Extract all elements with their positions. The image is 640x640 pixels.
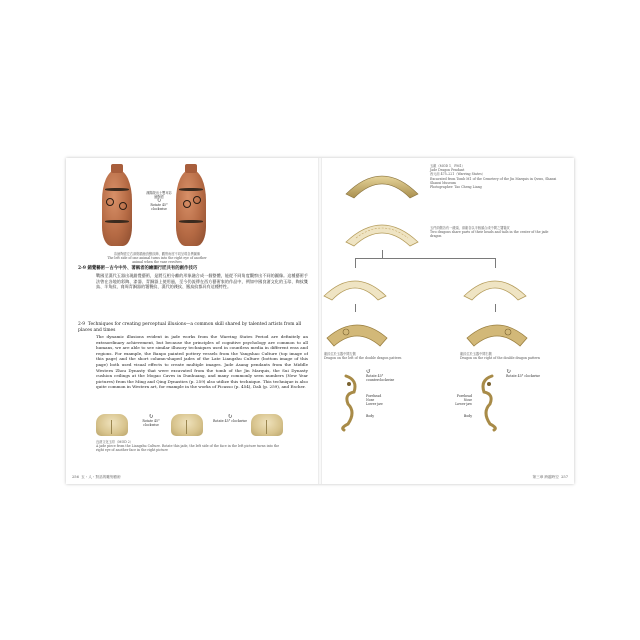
dragon-upright-left — [334, 372, 364, 432]
en-body-text: The dynamic illusions evident in jade works from the Warring States Period are definitely an extraordinary achievement, but because the principles of cognitive psychology are common to all humans, we are able to see similar illusory techniques used in countless media in different eras and regions. For example, the Banpo painted pottery vessels from the Yangshao Culture (top image of this page) and the short column-shaped jades of the Late Liangzhu Culture (bottom image of this page) both used visual effects to create multiple images. Jade Asang pendants from the Middle Western Zhou Dynasty that were excavated from the tomb of the Jin Marquis, the Sui Dynasty cushion ceilings at the Mogao Caves in Dunhuang, and many commonly seen numbers (New Year pictures) from the Ming and Qing Dynasties (p. 259) also utilize this technique. This technique is also quite common in Western art, for example in the works of Picasso (p. 454), Dali (p. 259), and Escher. — [96, 334, 308, 390]
vase-caption: 彩繪陶壺左右兩側描繪鳥獸紋飾，觀察角度不同呈現各異圖像 The left side of one animal turns into the right eye of another animal when the vase revolves — [107, 252, 207, 265]
jade-cong-2 — [171, 414, 203, 436]
rotate-cw-label: ↻ Rotate 45° clockwise — [506, 368, 541, 378]
dragon-highlight-right — [464, 314, 530, 350]
connector-down — [382, 250, 383, 258]
pottery-vase-left — [102, 170, 132, 246]
left-page — [66, 158, 320, 484]
en-section-heading: 2-9 Techniques for creating perceptual illusions—a common skill shared by talented artists from all places and times — [78, 322, 302, 333]
connector-left — [355, 258, 356, 268]
vase-rotate-label: 漢陽陵出土雙耳彩繪陶壺 ↻ Rotate 45° clockwise — [146, 191, 172, 211]
connector-left-2 — [355, 304, 356, 312]
diagram-left-caption: 龍紋位於玉器中間左側 Dragon on the left of the double dragon pattern — [324, 352, 402, 361]
dragon-highlight-left — [324, 314, 390, 350]
jade-cong-1 — [96, 414, 128, 436]
dragon-upright-right — [474, 372, 504, 432]
folio-right: 第三章 跨越時空 257 — [532, 475, 568, 479]
jade-caption: 良渚文化玉琮（MOD 2） A jade piece from the Liangzhu Culture. Rotate this jade, the left side of the face in the left picture turns into the right eye of another face in the right picture — [96, 440, 280, 453]
connector-right — [495, 258, 496, 268]
connector-right-2 — [495, 304, 496, 312]
folio-left: 256 玉・人・對話的雕刻藝術 — [72, 475, 121, 479]
jade-cong-3 — [251, 414, 283, 436]
rotate-ccw-label: ↺ Rotate 45° counterclockwise — [366, 368, 395, 382]
parts-right: Forehead Nose Lower jaw Body — [455, 394, 472, 418]
right-page — [320, 158, 574, 484]
diagram-right-caption: 龍紋位於玉器中間右側 Dragon on the right of the double dragon pattern — [460, 352, 540, 361]
jade-rotate-label-1: ↻ Rotate 45° clockwise — [142, 413, 160, 427]
jade-rotate-label-2: ↻ Rotate 45° clockwise — [212, 413, 248, 423]
zh-body-text: 戰國至漢代玉器出現錯覺藝術，是將互相分離的形象融合成一個整體，能從不同角度觀察出不同的圖像。這種藝術手法曾在各地的彩陶、漆器、青銅器上使用過，至今仍流傳在西方藝術家的作品中，例如中國良渚文化的玉琮、陶紋雙鳥、羊角紋、商周青銅器的饕餮紋、漢代的錢紋、鳳鳥紋都具有這種特性。 — [96, 273, 308, 290]
jade-dragon-photo — [342, 164, 422, 200]
pottery-vase-right — [176, 170, 206, 246]
right-caption-top: 玉龍（MOD 1、PM1） Jade Dragon Pendant 西元前 475–221（Warring States） Excavated from Tomb M1 of the Cemetery of the Jin Marquis in Quwo, Shanxi Shanxi Museum Photographer: Tao Cheng Liang — [430, 164, 557, 190]
connector-horizontal — [355, 258, 495, 259]
parts-left: Forehead Nose Lower jaw Body — [366, 394, 383, 418]
jade-dragon-line-drawing — [342, 214, 422, 248]
dragon-split-left — [320, 270, 390, 302]
zh-section-heading: 2-9 錯覺藝術－古今中外、著稱者的繪圖行匠共有的創作技巧 — [78, 266, 198, 271]
right-note: 玉件兩側各有一龍頭，兩龍各以半個頭合成中間之饕餮紋 Two dragons share parts of their heads and tails in the center of the jade dragon — [430, 226, 549, 239]
book-spread — [66, 158, 574, 484]
dragon-split-right — [460, 270, 530, 302]
